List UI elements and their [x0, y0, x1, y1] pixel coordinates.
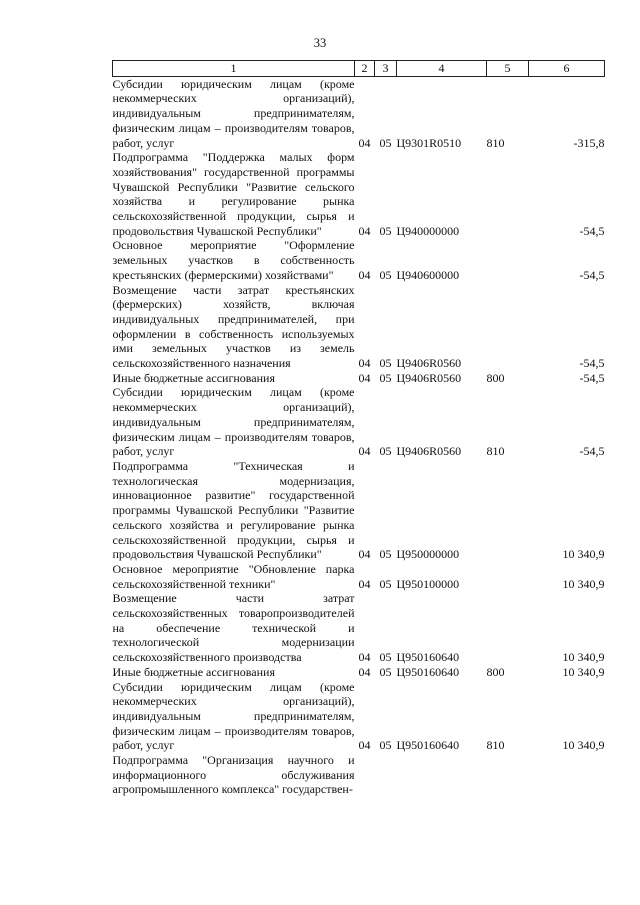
row-subsection: 05 — [379, 576, 392, 591]
row-subsection: 05 — [379, 547, 392, 562]
table-row — [113, 371, 605, 386]
row-amount: 10 340,9 — [562, 576, 605, 591]
row-expense-type: 810 — [486, 738, 505, 753]
table-row — [113, 385, 605, 459]
row-expense-type — [487, 562, 529, 591]
row-section: 04 — [358, 576, 371, 591]
row-section: 04 — [358, 650, 371, 665]
table-row — [113, 665, 605, 680]
row-amount: 10 340,9 — [562, 664, 605, 679]
table-row — [113, 459, 605, 562]
row-expense-type: 800 — [486, 370, 505, 385]
row-target-code: Ц950160640 — [396, 738, 460, 753]
row-subsection: 05 — [379, 135, 392, 150]
row-section — [355, 753, 375, 797]
row-name: Возмещение части затрат крестьянских (фермерских) хозяйств, включая индивидуальных предпринимателей, при оформлении в собственность используемых ими земельных участков из земель сельскохозяйственного назначения — [112, 282, 355, 371]
row-amount: -54,5 — [579, 370, 605, 385]
row-subsection: 05 — [379, 650, 392, 665]
row-section: 04 — [358, 370, 371, 385]
row-amount: -54,5 — [579, 444, 605, 459]
row-target-code: Ц9406R0560 — [396, 444, 462, 459]
row-target-code: Ц950160640 — [396, 664, 460, 679]
column-header: 1 — [113, 61, 355, 77]
row-target-code: Ц940000000 — [396, 223, 460, 238]
row-name: Субсидии юридическим лицам (кроме некоммерческих организаций), индивидуальным предпринимателям, физическим лицам – производителям товаров, работ, услуг — [112, 385, 355, 459]
row-section: 04 — [358, 267, 371, 282]
row-subsection: 05 — [379, 664, 392, 679]
column-header: 2 — [355, 61, 375, 77]
row-amount — [529, 753, 605, 797]
row-name: Основное мероприятие "Обновление парка сельскохозяйственной техники" — [112, 561, 355, 591]
row-section: 04 — [358, 135, 371, 150]
row-target-code: Ц940600000 — [396, 267, 460, 282]
table-row — [113, 753, 605, 797]
row-subsection: 05 — [379, 223, 392, 238]
row-name: Подпрограмма "Техническая и технологическая модернизация, инновационное развитие" государственной программы Чувашской Республики "Развитие сельского хозяйства и регулирование рынка сельскохозяйственной продукции, сырья и продовольствия Чувашской Республики" — [112, 458, 355, 562]
row-name: Подпрограмма "Организация научного и информационного обслуживания агропромышленного комплекса" государствен- — [112, 753, 355, 797]
row-section: 04 — [358, 223, 371, 238]
row-expense-type: 800 — [486, 664, 505, 679]
row-target-code: Ц9301R0510 — [396, 135, 462, 150]
row-section: 04 — [358, 738, 371, 753]
row-expense-type — [487, 150, 529, 238]
row-target-code: Ц950160640 — [396, 650, 460, 665]
row-expense-type — [487, 753, 529, 797]
row-target-code: Ц950000000 — [396, 547, 460, 562]
row-expense-type — [487, 283, 529, 371]
column-header: 3 — [375, 61, 397, 77]
row-subsection: 05 — [379, 267, 392, 282]
row-amount: -54,5 — [579, 267, 605, 282]
row-subsection — [375, 753, 397, 797]
row-amount: -54,5 — [579, 356, 605, 371]
row-name: Основное мероприятие "Оформление земельных участков в собственность крестьянских (фермерскими) хозяйствами" — [112, 238, 355, 282]
table-row — [113, 680, 605, 754]
row-expense-type: 810 — [486, 444, 505, 459]
row-subsection: 05 — [379, 444, 392, 459]
row-amount: 10 340,9 — [562, 650, 605, 665]
budget-table — [112, 60, 605, 797]
column-header: 5 — [487, 61, 529, 77]
row-name: Подпрограмма "Поддержка малых форм хозяйствования" государственной программы Чувашской Республики "Развитие сельского хозяйства и регулирование рынка сельскохозяйственной продукции, сырья и продовольствия Чувашской Республики" — [112, 150, 355, 238]
row-section: 04 — [358, 444, 371, 459]
row-section: 04 — [358, 547, 371, 562]
row-amount: -54,5 — [579, 223, 605, 238]
row-section: 04 — [358, 356, 371, 371]
row-amount: 10 340,9 — [562, 547, 605, 562]
row-expense-type — [487, 459, 529, 562]
table-row — [113, 76, 605, 150]
table-row — [113, 562, 605, 591]
table-row — [113, 283, 605, 371]
row-expense-type — [487, 238, 529, 282]
row-target-code: Ц9406R0560 — [396, 370, 462, 385]
row-name: Иные бюджетные ассигнования — [112, 664, 275, 679]
table-row — [113, 150, 605, 238]
row-name: Субсидии юридическим лицам (кроме некоммерческих организаций), индивидуальным предпринимателям, физическим лицам – производителям товаров, работ, услуг — [112, 679, 355, 753]
row-section: 04 — [358, 664, 371, 679]
row-name: Возмещение части затрат сельскохозяйственных товаропроизводителей на обеспечение технической и технологической модернизации сельскохозяйственного производства — [112, 591, 355, 665]
column-header: 6 — [529, 61, 605, 77]
row-subsection: 05 — [379, 356, 392, 371]
row-target-code: Ц950100000 — [396, 576, 460, 591]
page-number: 33 — [313, 36, 327, 50]
column-header: 4 — [397, 61, 487, 77]
row-expense-type — [487, 591, 529, 665]
row-subsection: 05 — [379, 738, 392, 753]
row-amount: 10 340,9 — [562, 738, 605, 753]
row-subsection: 05 — [379, 370, 392, 385]
row-target-code: Ц9406R0560 — [396, 356, 462, 371]
table-header-row — [113, 61, 605, 77]
row-target-code — [397, 753, 487, 797]
row-name: Иные бюджетные ассигнования — [112, 370, 275, 385]
row-name: Субсидии юридическим лицам (кроме некоммерческих организаций), индивидуальным предпринимателям, физическим лицам – производителям товаров, работ, услуг — [112, 76, 355, 150]
row-amount: -315,8 — [573, 135, 605, 150]
table-row — [113, 591, 605, 665]
table-row — [113, 238, 605, 282]
row-expense-type: 810 — [486, 135, 505, 150]
